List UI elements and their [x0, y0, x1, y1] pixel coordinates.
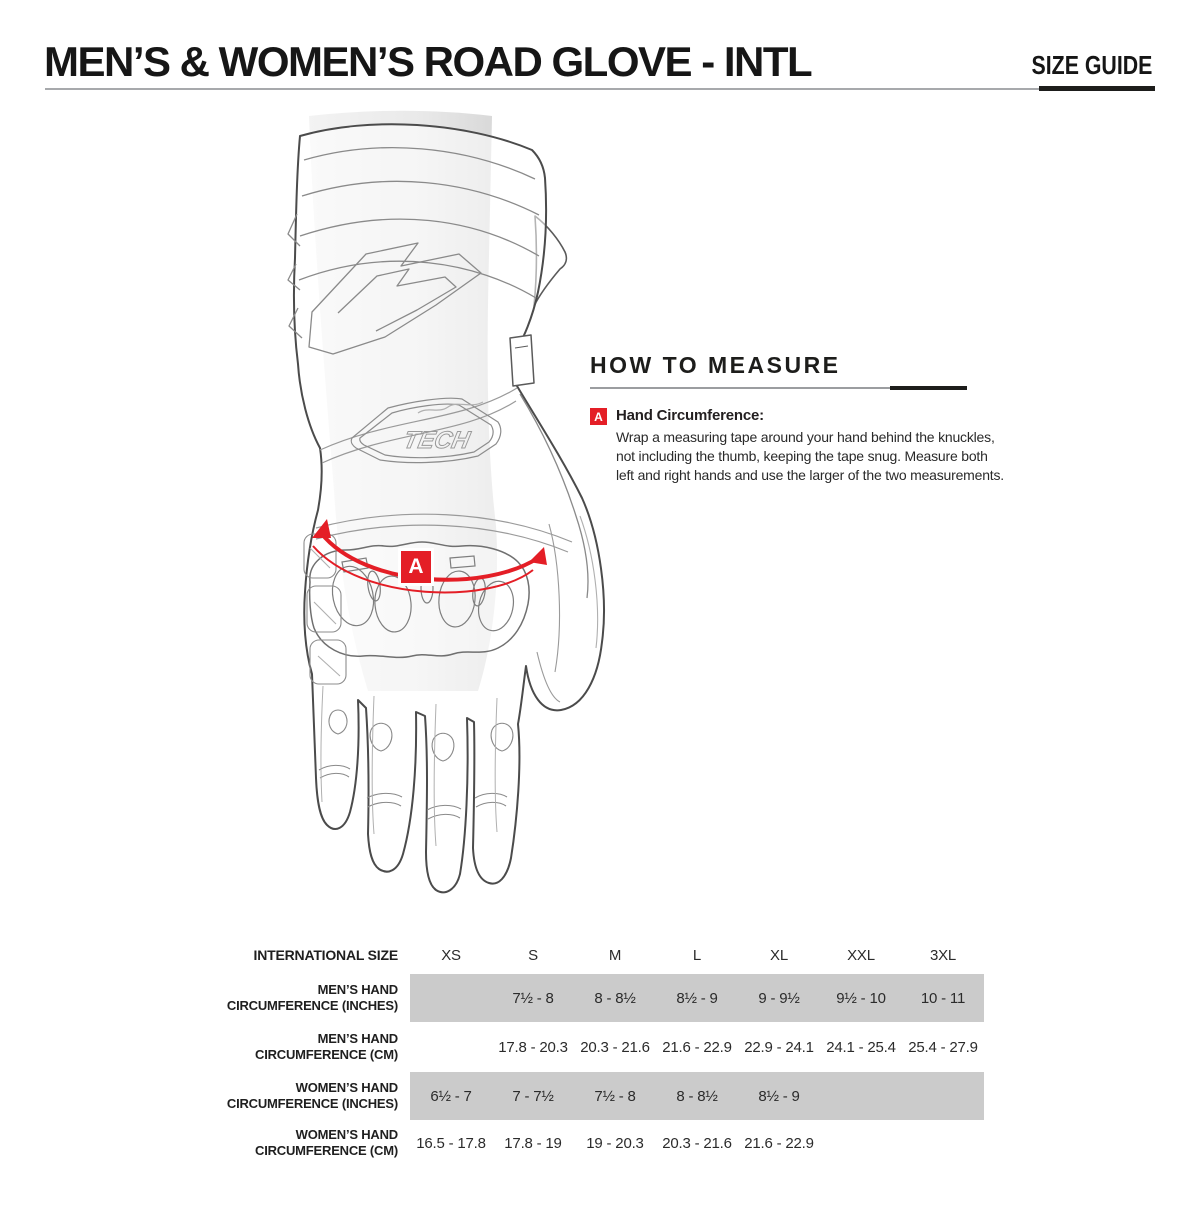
cell: 17.8 - 20.3 [498, 1038, 568, 1056]
cell: 8½ - 9 [758, 1087, 800, 1105]
cell: 9 - 9½ [758, 989, 800, 1007]
table-row-womens-inches [0, 1072, 1200, 1120]
cell: 7½ - 8 [512, 989, 554, 1007]
cell: 8 - 8½ [676, 1087, 718, 1105]
how-to-measure-heading: HOW TO MEASURE [590, 352, 841, 378]
wrist-strap [510, 335, 534, 386]
table-row-mens-inches [0, 974, 1200, 1022]
how-to-measure-rule [590, 387, 967, 389]
row-label: MEN’S HAND CIRCUMFERENCE (CM) [255, 1031, 398, 1062]
row-label: WOMEN’S HAND CIRCUMFERENCE (CM) [255, 1127, 398, 1158]
how-to-measure-rule-accent [890, 386, 967, 390]
size-col-header: XL [770, 946, 788, 964]
row-label: MEN’S HAND CIRCUMFERENCE (INCHES) [226, 982, 398, 1013]
cell: 22.9 - 24.1 [744, 1038, 814, 1056]
measure-item-description: Wrap a measuring tape around your hand behind the knuckles, not including the thumb, keeping the tape snug. Measure both left and right hands and use the larger of the two measurements. [616, 429, 1004, 483]
glove-line-art [250, 96, 690, 946]
size-col-header: 3XL [929, 946, 957, 964]
table-row-womens-cm [0, 1120, 1200, 1166]
cell: 21.6 - 22.9 [662, 1038, 732, 1056]
cell: 6½ - 7 [430, 1087, 472, 1105]
table-row-mens-cm [0, 1022, 1200, 1072]
glove-illustration [250, 96, 690, 946]
size-col-header: XXL [847, 946, 875, 964]
size-col-header: L [692, 946, 702, 964]
cell: 20.3 - 21.6 [580, 1038, 650, 1056]
size-table-header-label: INTERNATIONAL SIZE [253, 947, 398, 963]
cell: 17.8 - 19 [504, 1134, 562, 1152]
cell: 8 - 8½ [594, 989, 636, 1007]
cell: 20.3 - 21.6 [662, 1134, 732, 1152]
cell: 9½ - 10 [836, 989, 886, 1007]
cell: 25.4 - 27.9 [908, 1038, 978, 1056]
header-rule-accent [1039, 86, 1155, 91]
page-title: MEN’S & WOMEN’S ROAD GLOVE - INTL [44, 38, 812, 85]
measure-item-title: Hand Circumference: [616, 407, 764, 424]
size-col-header: S [528, 946, 538, 964]
size-col-header: XS [441, 946, 461, 964]
cell: 7 - 7½ [512, 1087, 554, 1105]
size-guide-label: SIZE GUIDE [1031, 50, 1152, 80]
tech-patch-text: TECH [401, 427, 473, 454]
cell: 7½ - 8 [594, 1087, 636, 1105]
cell: 16.5 - 17.8 [416, 1134, 486, 1152]
measure-point-a-badge: A [401, 551, 431, 583]
header-rule [45, 88, 1155, 90]
cell: 19 - 20.3 [586, 1134, 644, 1152]
marker-a-badge: A [590, 408, 607, 425]
cell: 10 - 11 [920, 989, 966, 1007]
size-table-header-row [0, 936, 1200, 974]
row-label: WOMEN’S HAND CIRCUMFERENCE (INCHES) [226, 1080, 398, 1111]
how-to-measure-section [590, 352, 1010, 485]
cell: 24.1 - 25.4 [826, 1038, 896, 1056]
measure-item-hand-circumference [590, 407, 1010, 485]
cell: 21.6 - 22.9 [744, 1134, 814, 1152]
size-col-header: M [608, 946, 622, 964]
size-table [0, 936, 1200, 1166]
cell: 8½ - 9 [676, 989, 718, 1007]
